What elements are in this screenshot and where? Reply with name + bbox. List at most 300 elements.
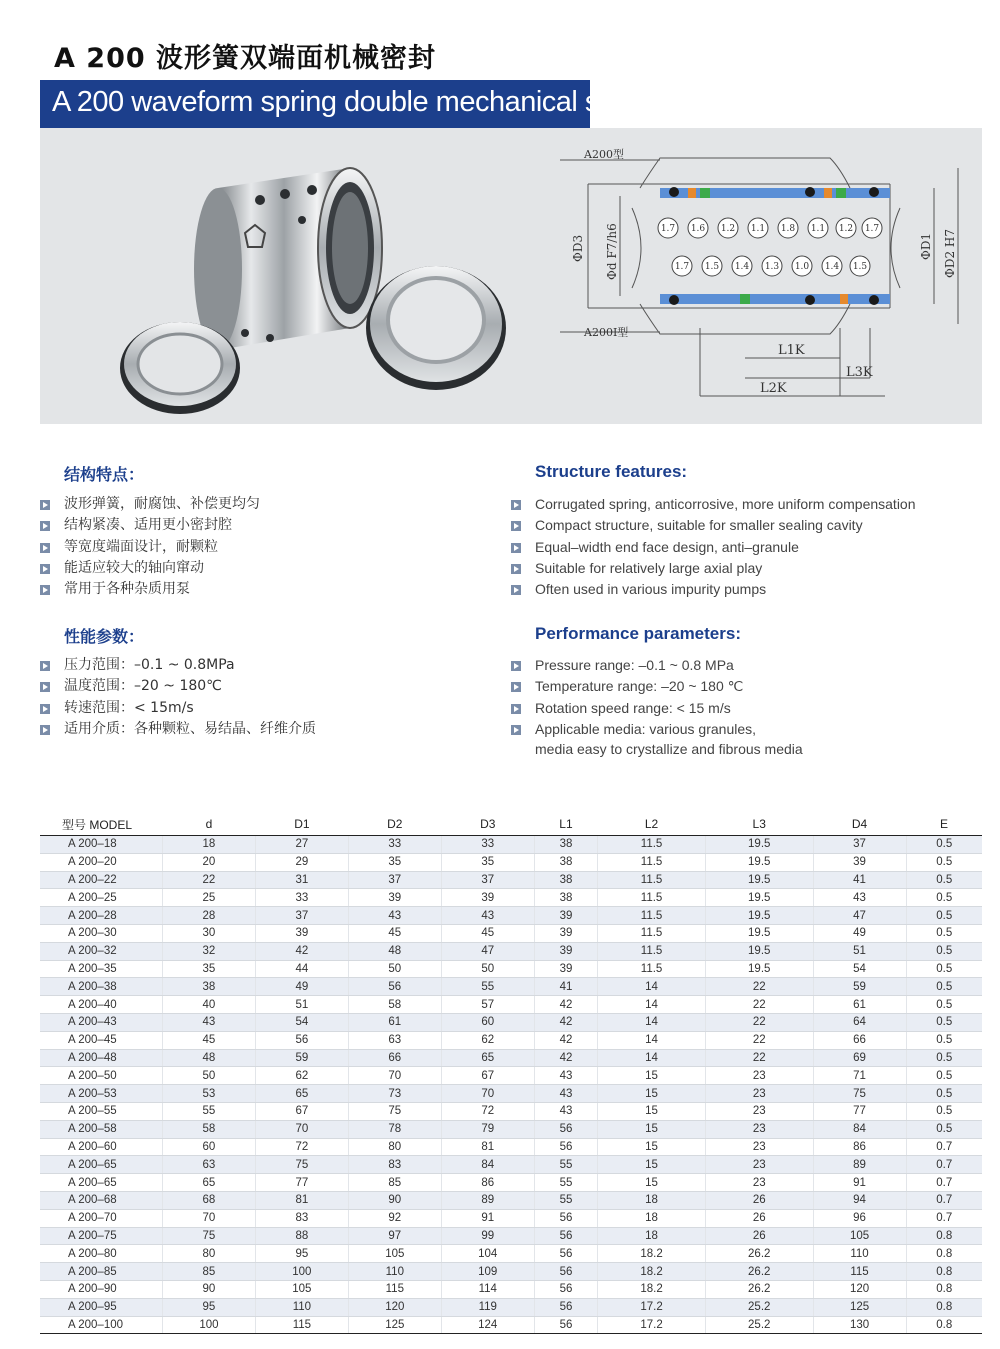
bullet-icon: [40, 704, 50, 714]
table-cell: 39: [534, 924, 598, 942]
list-item: Rotation speed range: < 15 m/s: [511, 698, 756, 719]
table-cell: 18: [598, 1191, 706, 1209]
table-row: [40, 871, 982, 889]
list-item: Often used in various impurity pumps: [511, 579, 916, 600]
table-cell: 50: [162, 1067, 255, 1085]
table-row: [40, 1102, 982, 1120]
table-row: [40, 1031, 982, 1049]
table-cell: 38: [534, 836, 598, 854]
table-cell: 14: [598, 996, 706, 1014]
table-row: [40, 1263, 982, 1281]
table-cell: A 200–90: [40, 1280, 162, 1298]
bullet-icon: [40, 682, 50, 692]
table-row: [40, 1067, 982, 1085]
table-row: [40, 1049, 982, 1067]
table-cell: 19.5: [705, 907, 813, 925]
table-cell: 62: [255, 1067, 348, 1085]
table-cell: 19.5: [705, 853, 813, 871]
table-cell: 120: [813, 1280, 906, 1298]
table-cell: 0.5: [906, 853, 982, 871]
table-cell: 56: [534, 1227, 598, 1245]
list-item: 压力范围：–0.1 ~ 0.8MPa: [40, 655, 316, 676]
table-cell: 114: [441, 1280, 534, 1298]
label-l1k: L1K: [778, 343, 805, 358]
table-cell: 86: [813, 1138, 906, 1156]
circle-label: 1.5: [704, 262, 720, 272]
table-cell: 75: [813, 1085, 906, 1103]
table-cell: 49: [255, 978, 348, 996]
table-cell: 77: [255, 1174, 348, 1192]
list-item: Corrugated spring, anticorrosive, more uniform compensation: [511, 494, 916, 515]
circle-label: 1.1: [750, 224, 766, 234]
table-cell: 89: [813, 1156, 906, 1174]
table-cell: 38: [534, 853, 598, 871]
table-cell: 40: [162, 996, 255, 1014]
table-cell: 105: [813, 1227, 906, 1245]
table-cell: 45: [162, 1031, 255, 1049]
table-row: [40, 1013, 982, 1031]
table-cell: 18: [598, 1209, 706, 1227]
table-cell: 37: [813, 836, 906, 854]
table-cell: 54: [813, 960, 906, 978]
table-cell: 91: [441, 1209, 534, 1227]
table-cell: 56: [534, 1280, 598, 1298]
table-cell: 104: [441, 1245, 534, 1263]
circle-label: 1.7: [660, 224, 676, 234]
table-cell: 77: [813, 1102, 906, 1120]
bullet-icon: [40, 725, 50, 735]
circle-label: 1.7: [864, 224, 880, 234]
table-cell: 58: [348, 996, 441, 1014]
bullet-icon: [511, 500, 521, 510]
table-cell: 19.5: [705, 836, 813, 854]
table-cell: 61: [813, 996, 906, 1014]
table-cell: A 200–43: [40, 1013, 162, 1031]
table-cell: 14: [598, 1031, 706, 1049]
table-cell: A 200–32: [40, 942, 162, 960]
table-header-row: [40, 813, 982, 836]
table-cell: 0.5: [906, 924, 982, 942]
table-cell: 59: [255, 1049, 348, 1067]
table-cell: 56: [255, 1031, 348, 1049]
table-cell: 0.5: [906, 871, 982, 889]
table-row: [40, 907, 982, 925]
list-item: Equal–width end face design, anti–granule: [511, 537, 916, 558]
table-cell: 0.5: [906, 942, 982, 960]
table-cell: 0.8: [906, 1263, 982, 1281]
table-cell: 130: [813, 1316, 906, 1334]
table-cell: 90: [162, 1280, 255, 1298]
table-cell: 11.5: [598, 871, 706, 889]
table-row: [40, 978, 982, 996]
table-cell: 72: [255, 1138, 348, 1156]
table-cell: A 200–45: [40, 1031, 162, 1049]
table-cell: A 200–100: [40, 1316, 162, 1334]
list-item: 波形弹簧，耐腐蚀、补偿更均匀: [40, 494, 260, 515]
list-item: 结构紧凑、适用更小密封腔: [40, 515, 260, 536]
table-cell: 27: [255, 836, 348, 854]
list-item: 温度范围：–20 ~ 180℃: [40, 676, 316, 697]
table-cell: 105: [348, 1245, 441, 1263]
table-cell: 55: [162, 1102, 255, 1120]
table-cell: 39: [813, 853, 906, 871]
table-cell: 125: [813, 1298, 906, 1316]
table-cell: 58: [162, 1120, 255, 1138]
table-cell: 47: [441, 942, 534, 960]
table-cell: 44: [255, 960, 348, 978]
bullet-icon: [511, 725, 521, 735]
table-row: [40, 1138, 982, 1156]
bullet-icon: [511, 564, 521, 574]
table-cell: 14: [598, 978, 706, 996]
table-cell: 42: [534, 1031, 598, 1049]
list-item: Suitable for relatively large axial play: [511, 558, 916, 579]
table-cell: 70: [441, 1085, 534, 1103]
table-cell: A 200–68: [40, 1191, 162, 1209]
table-cell: 65: [255, 1085, 348, 1103]
table-cell: 61: [348, 1013, 441, 1031]
table-cell: 0.5: [906, 1031, 982, 1049]
label-a200: A200型: [584, 148, 624, 161]
table-cell: 22: [705, 1013, 813, 1031]
table-cell: 26.2: [705, 1263, 813, 1281]
table-cell: 78: [348, 1120, 441, 1138]
table-cell: 50: [348, 960, 441, 978]
table-cell: 22: [705, 1031, 813, 1049]
table-cell: 96: [813, 1209, 906, 1227]
table-cell: 25: [162, 889, 255, 907]
table-cell: 15: [598, 1085, 706, 1103]
performance-list-en: [511, 655, 756, 740]
table-cell: 31: [255, 871, 348, 889]
table-cell: 95: [255, 1245, 348, 1263]
table-cell: 68: [162, 1191, 255, 1209]
table-cell: A 200–85: [40, 1263, 162, 1281]
table-cell: 65: [441, 1049, 534, 1067]
bullet-icon: [511, 661, 521, 671]
circle-label: 1.0: [794, 262, 810, 272]
table-cell: 0.7: [906, 1156, 982, 1174]
table-cell: 41: [813, 871, 906, 889]
table-cell: 0.8: [906, 1316, 982, 1334]
table-cell: A 200–35: [40, 960, 162, 978]
table-row: [40, 1174, 982, 1192]
table-cell: 62: [441, 1031, 534, 1049]
table-cell: 83: [348, 1156, 441, 1174]
table-cell: A 200–58: [40, 1120, 162, 1138]
bullet-icon: [40, 585, 50, 595]
table-cell: 0.5: [906, 1085, 982, 1103]
table-row: [40, 1085, 982, 1103]
table-cell: 47: [813, 907, 906, 925]
table-row: [40, 1227, 982, 1245]
bullet-icon: [511, 585, 521, 595]
table-cell: 115: [348, 1280, 441, 1298]
label-phi-d2: ΦD2 H7: [943, 228, 957, 278]
seal-product-photo: [80, 128, 540, 424]
table-cell: 88: [255, 1227, 348, 1245]
table-cell: 124: [441, 1316, 534, 1334]
table-row: [40, 924, 982, 942]
table-cell: 64: [813, 1013, 906, 1031]
table-cell: A 200–65: [40, 1156, 162, 1174]
table-cell: 0.5: [906, 1067, 982, 1085]
bullet-icon: [40, 543, 50, 553]
table-cell: 75: [162, 1227, 255, 1245]
table-cell: 70: [348, 1067, 441, 1085]
table-cell: 63: [348, 1031, 441, 1049]
list-item: 适用介质：各种颗粒、易结晶、纤维介质: [40, 719, 316, 740]
seal-section-drawing: [540, 128, 982, 424]
table-cell: 45: [441, 924, 534, 942]
table-row: [40, 1209, 982, 1227]
table-cell: 0.7: [906, 1209, 982, 1227]
table-cell: 63: [162, 1156, 255, 1174]
table-cell: 84: [813, 1120, 906, 1138]
table-cell: 39: [534, 907, 598, 925]
table-cell: 100: [255, 1263, 348, 1281]
label-phi-d: Φd F7/h6: [605, 223, 619, 280]
table-cell: A 200–50: [40, 1067, 162, 1085]
table-cell: 115: [255, 1316, 348, 1334]
table-row: [40, 1191, 982, 1209]
table-cell: 56: [534, 1263, 598, 1281]
table-cell: 105: [255, 1280, 348, 1298]
table-cell: 67: [441, 1067, 534, 1085]
label-phi-d3: ΦD3: [571, 234, 585, 262]
bullet-icon: [511, 521, 521, 531]
table-cell: 11.5: [598, 853, 706, 871]
table-cell: 18: [598, 1227, 706, 1245]
table-cell: 55: [534, 1174, 598, 1192]
table-cell: 57: [441, 996, 534, 1014]
table-cell: 54: [255, 1013, 348, 1031]
table-cell: 85: [348, 1174, 441, 1192]
table-cell: 48: [348, 942, 441, 960]
table-cell: 56: [534, 1245, 598, 1263]
table-cell: 11.5: [598, 942, 706, 960]
table-cell: 56: [534, 1298, 598, 1316]
table-cell: 0.5: [906, 1049, 982, 1067]
table-cell: 19.5: [705, 960, 813, 978]
table-cell: 42: [255, 942, 348, 960]
label-l2k: L2K: [760, 381, 787, 396]
table-cell: A 200–65: [40, 1174, 162, 1192]
table-cell: 43: [813, 889, 906, 907]
table-cell: 20: [162, 853, 255, 871]
table-cell: 49: [813, 924, 906, 942]
table-cell: 11.5: [598, 889, 706, 907]
table-cell: 0.7: [906, 1174, 982, 1192]
table-cell: 23: [705, 1067, 813, 1085]
table-cell: 19.5: [705, 871, 813, 889]
table-cell: 30: [162, 924, 255, 942]
table-cell: 55: [534, 1156, 598, 1174]
table-cell: 73: [348, 1085, 441, 1103]
table-cell: 37: [441, 871, 534, 889]
table-cell: 25.2: [705, 1298, 813, 1316]
table-row: [40, 996, 982, 1014]
table-cell: A 200–22: [40, 871, 162, 889]
label-phi-d1: ΦD1: [919, 232, 933, 260]
table-cell: 75: [255, 1156, 348, 1174]
table-cell: 0.5: [906, 996, 982, 1014]
table-cell: 37: [255, 907, 348, 925]
table-cell: 35: [348, 853, 441, 871]
table-row: [40, 1245, 982, 1263]
table-cell: 91: [813, 1174, 906, 1192]
circle-label: 1.8: [780, 224, 796, 234]
table-cell: 85: [162, 1263, 255, 1281]
table-cell: 38: [534, 889, 598, 907]
table-cell: 100: [162, 1316, 255, 1334]
page-title-cn: A 200 波形簧双端面机械密封: [54, 43, 437, 74]
performance-list-cn: [40, 655, 316, 740]
table-cell: 81: [255, 1191, 348, 1209]
list-item: 常用于各种杂质用泵: [40, 579, 260, 600]
table-cell: A 200–28: [40, 907, 162, 925]
table-cell: 15: [598, 1067, 706, 1085]
circle-label: 1.6: [690, 224, 706, 234]
table-cell: 18: [162, 836, 255, 854]
table-cell: 109: [441, 1263, 534, 1281]
table-cell: 23: [705, 1120, 813, 1138]
circle-label: 1.2: [838, 224, 854, 234]
list-item: Applicable media: various granules,: [511, 719, 756, 740]
table-cell: 94: [813, 1191, 906, 1209]
table-cell: 67: [255, 1102, 348, 1120]
bullet-icon: [511, 704, 521, 714]
table-cell: A 200–38: [40, 978, 162, 996]
table-cell: 33: [441, 836, 534, 854]
table-cell: 42: [534, 1013, 598, 1031]
table-cell: 38: [534, 871, 598, 889]
table-cell: 22: [705, 978, 813, 996]
bullet-icon: [40, 521, 50, 531]
table-cell: 59: [813, 978, 906, 996]
table-cell: 39: [255, 924, 348, 942]
table-cell: 0.5: [906, 836, 982, 854]
table-cell: 33: [348, 836, 441, 854]
table-cell: 39: [348, 889, 441, 907]
table-cell: 32: [162, 942, 255, 960]
table-cell: 23: [705, 1156, 813, 1174]
table-row: [40, 1298, 982, 1316]
table-cell: 43: [162, 1013, 255, 1031]
table-cell: 66: [348, 1049, 441, 1067]
table-cell: 26.2: [705, 1280, 813, 1298]
table-row: [40, 1120, 982, 1138]
table-cell: 38: [162, 978, 255, 996]
table-cell: A 200–53: [40, 1085, 162, 1103]
table-cell: 26: [705, 1227, 813, 1245]
table-cell: 25.2: [705, 1316, 813, 1334]
list-item: 能适应较大的轴向窜动: [40, 558, 260, 579]
table-row: [40, 836, 982, 854]
table-cell: 90: [348, 1191, 441, 1209]
table-cell: A 200–48: [40, 1049, 162, 1067]
circle-label: 1.4: [824, 262, 840, 272]
structure-list-en: [511, 494, 916, 600]
label-a200i: A200I型: [584, 326, 629, 339]
table-cell: 119: [441, 1298, 534, 1316]
table-cell: 110: [813, 1245, 906, 1263]
table-cell: A 200–75: [40, 1227, 162, 1245]
product-image-panel: [40, 128, 982, 424]
table-cell: 39: [534, 960, 598, 978]
spec-table: [40, 813, 982, 1334]
table-cell: A 200–18: [40, 836, 162, 854]
table-cell: 0.5: [906, 1013, 982, 1031]
page-title-en: A 200 waveform spring double mechanical seal: [52, 86, 637, 118]
structure-heading-cn: 结构特点：: [64, 465, 145, 484]
table-cell: 11.5: [598, 836, 706, 854]
table-cell: 97: [348, 1227, 441, 1245]
table-cell: 55: [441, 978, 534, 996]
table-cell: 79: [441, 1120, 534, 1138]
bullet-icon: [511, 682, 521, 692]
table-cell: 72: [441, 1102, 534, 1120]
table-cell: 18.2: [598, 1280, 706, 1298]
table-cell: 18.2: [598, 1263, 706, 1281]
table-cell: 42: [534, 996, 598, 1014]
table-cell: 17.2: [598, 1316, 706, 1334]
col-header: d: [162, 813, 255, 836]
table-cell: 110: [348, 1263, 441, 1281]
table-cell: 22: [705, 996, 813, 1014]
table-cell: 71: [813, 1067, 906, 1085]
table-cell: A 200–25: [40, 889, 162, 907]
table-cell: 51: [255, 996, 348, 1014]
performance-heading-cn: 性能参数：: [64, 627, 145, 646]
col-header: L1: [534, 813, 598, 836]
table-cell: 14: [598, 1049, 706, 1067]
table-cell: A 200–70: [40, 1209, 162, 1227]
performance-item-continued: media easy to crystallize and fibrous media: [535, 741, 803, 757]
list-item: Temperature range: –20 ~ 180 ℃: [511, 676, 756, 697]
circle-label: 1.1: [810, 224, 826, 234]
table-cell: 99: [441, 1227, 534, 1245]
col-header: L3: [705, 813, 813, 836]
structure-heading-en: Structure features:: [535, 462, 688, 481]
list-item: 等宽度端面设计，耐颗粒: [40, 537, 260, 558]
table-cell: 0.5: [906, 907, 982, 925]
table-cell: 43: [348, 907, 441, 925]
table-cell: 75: [348, 1102, 441, 1120]
table-cell: 35: [162, 960, 255, 978]
table-cell: 19.5: [705, 942, 813, 960]
table-cell: 26: [705, 1191, 813, 1209]
table-cell: 56: [534, 1209, 598, 1227]
table-cell: 65: [162, 1174, 255, 1192]
table-cell: 50: [441, 960, 534, 978]
table-cell: 15: [598, 1138, 706, 1156]
list-item: Compact structure, suitable for smaller sealing cavity: [511, 515, 916, 536]
table-cell: 22: [705, 1049, 813, 1067]
table-cell: 60: [441, 1013, 534, 1031]
table-cell: 115: [813, 1263, 906, 1281]
table-cell: 56: [348, 978, 441, 996]
circle-label: 1.5: [852, 262, 868, 272]
table-cell: 80: [348, 1138, 441, 1156]
table-cell: 48: [162, 1049, 255, 1067]
table-cell: 95: [162, 1298, 255, 1316]
bullet-icon: [40, 500, 50, 510]
table-cell: 41: [534, 978, 598, 996]
table-cell: 125: [348, 1316, 441, 1334]
table-cell: 11.5: [598, 960, 706, 978]
col-header: D3: [441, 813, 534, 836]
